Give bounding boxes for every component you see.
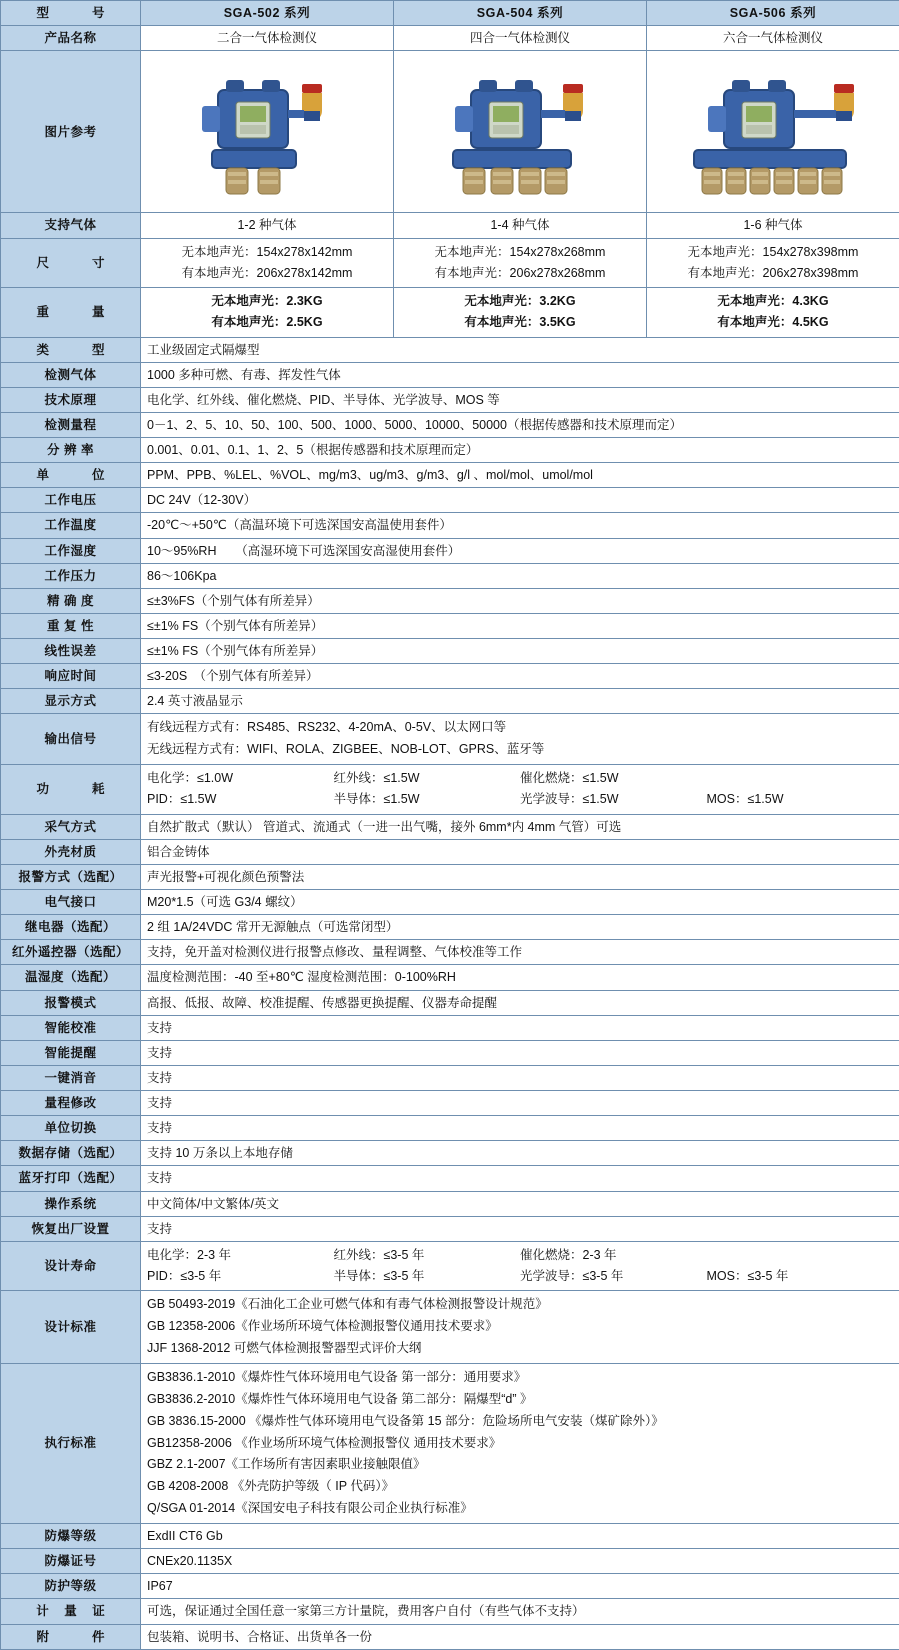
row-label-design-standard: 设计标准 xyxy=(1,1291,141,1364)
row-label-ex-cert: 防爆证号 xyxy=(1,1549,141,1574)
size-value-1 xyxy=(141,238,394,288)
table-row-os xyxy=(1,1191,899,1216)
row-value-data-storage: 支持 10 万条以上本地存储 xyxy=(141,1141,899,1166)
row-label-unit-switch: 单位切换 xyxy=(1,1116,141,1141)
row-value-relay: 2 组 1A/24VDC 常开无源触点（可选常闭型） xyxy=(141,915,899,940)
row-label-accessories: 附 件 xyxy=(1,1624,141,1649)
size-2-line1: 无本地声光：154x278x268mm xyxy=(400,242,640,263)
table-row-accuracy xyxy=(1,588,899,613)
row-value-smart-calibration: 支持 xyxy=(141,1015,899,1040)
power-catalytic: 催化燃烧：≤1.5W xyxy=(520,768,707,789)
row-label-tech-principle: 技术原理 xyxy=(1,387,141,412)
row-label-support-gas: 支持气体 xyxy=(1,213,141,238)
row-value-range: 0－1、2、5、10、50、100、500、1000、5000、10000、50000（根据传感器和技术原理而定） xyxy=(141,412,899,437)
table-row-shell-material xyxy=(1,839,899,864)
product-image-1 xyxy=(141,51,394,213)
life-infrared: 红外线：≤3-5 年 xyxy=(334,1245,521,1266)
row-label-unit: 单 位 xyxy=(1,463,141,488)
row-label-linear-error: 线性误差 xyxy=(1,639,141,664)
table-row-op-pressure xyxy=(1,563,899,588)
row-value-output-signal xyxy=(141,714,899,765)
weight-value-3 xyxy=(647,288,899,338)
row-value-sampling: 自然扩散式（默认） 管道式、流通式（一进一出气嘴，接外 6mm*内 4mm 气管）可选 xyxy=(141,814,899,839)
row-label-bluetooth-print: 蓝牙打印（选配） xyxy=(1,1166,141,1191)
row-label-alarm-modes: 报警模式 xyxy=(1,990,141,1015)
table-row-size xyxy=(1,238,899,288)
row-label-op-temp: 工作温度 xyxy=(1,513,141,538)
life-catalytic: 催化燃烧：2-3 年 xyxy=(520,1245,707,1266)
table-row-alarm-mode-option xyxy=(1,864,899,889)
row-label-data-storage: 数据存储（选配） xyxy=(1,1141,141,1166)
table-row-linear-error xyxy=(1,639,899,664)
exec-standard-line-5: GBZ 2.1-2007《工作场所有害因素职业接触限值》 xyxy=(147,1454,893,1476)
table-row-tech-principle xyxy=(1,387,899,412)
table-row-image xyxy=(1,51,899,213)
row-value-design-life xyxy=(141,1241,899,1291)
row-value-os: 中文简体/中文繁体/英文 xyxy=(141,1191,899,1216)
row-value-type: 工业级固定式隔爆型 xyxy=(141,337,899,362)
life-pid: PID：≤3-5 年 xyxy=(147,1266,334,1287)
row-label-op-humidity: 工作湿度 xyxy=(1,538,141,563)
table-row-detect-gas xyxy=(1,362,899,387)
model-value-1: SGA-502 系列 xyxy=(141,1,394,26)
exec-standard-line-4: GB12358-2006 《作业场所环境气体检测报警仪 通用技术要求》 xyxy=(147,1433,893,1455)
table-row-power xyxy=(1,765,899,815)
row-label-ex-level: 防爆等级 xyxy=(1,1524,141,1549)
row-label-relay: 继电器（选配） xyxy=(1,915,141,940)
table-row-ex-cert xyxy=(1,1549,899,1574)
table-row-accessories xyxy=(1,1624,899,1649)
row-value-op-pressure: 86～106Kpa xyxy=(141,563,899,588)
table-row-unit-switch xyxy=(1,1116,899,1141)
table-row-display xyxy=(1,689,899,714)
row-label-product-name: 产品名称 xyxy=(1,26,141,51)
power-optical: 光学波导：≤1.5W xyxy=(520,789,707,810)
row-label-metrology-cert: 计 量 证 xyxy=(1,1599,141,1624)
row-label-display: 显示方式 xyxy=(1,689,141,714)
table-row-repeatability xyxy=(1,613,899,638)
row-value-power xyxy=(141,765,899,815)
row-value-ir-remote: 支持，免开盖对检测仪进行报警点修改、量程调整、气体校准等工作 xyxy=(141,940,899,965)
table-row-design-life xyxy=(1,1241,899,1291)
row-label-image: 图片参考 xyxy=(1,51,141,213)
row-value-unit-switch: 支持 xyxy=(141,1116,899,1141)
table-row-response-time xyxy=(1,664,899,689)
table-row-support-gas xyxy=(1,213,899,238)
table-row-bluetooth-print xyxy=(1,1166,899,1191)
four-in-one-gas-detector-icon xyxy=(413,54,628,204)
model-value-3: SGA-506 系列 xyxy=(647,1,899,26)
power-mos: MOS：≤1.5W xyxy=(707,789,894,810)
table-row-model xyxy=(1,1,899,26)
support-gas-1: 1-2 种气体 xyxy=(141,213,394,238)
life-blank xyxy=(707,1245,894,1266)
size-value-3 xyxy=(647,238,899,288)
six-in-one-gas-detector-icon xyxy=(666,54,881,204)
row-label-detect-gas: 检测气体 xyxy=(1,362,141,387)
size-3-line2: 有本地声光：206x278x398mm xyxy=(653,263,893,284)
row-value-range-modify: 支持 xyxy=(141,1091,899,1116)
design-standard-line-3: JJF 1368-2012 可燃气体检测报警器型式评价大纲 xyxy=(147,1338,893,1360)
row-value-voltage: DC 24V（12-30V） xyxy=(141,488,899,513)
row-label-voltage: 工作电压 xyxy=(1,488,141,513)
size-3-line1: 无本地声光：154x278x398mm xyxy=(653,242,893,263)
row-value-resolution: 0.001、0.01、0.1、1、2、5（根据传感器和技术原理而定） xyxy=(141,438,899,463)
table-row-metrology-cert xyxy=(1,1599,899,1624)
table-row-voltage xyxy=(1,488,899,513)
table-row-unit xyxy=(1,463,899,488)
table-row-ex-level xyxy=(1,1524,899,1549)
row-label-repeatability: 重 复 性 xyxy=(1,613,141,638)
table-row-alarm-modes xyxy=(1,990,899,1015)
row-value-op-humidity: 10～95%RH （高湿环境下可选深国安高湿使用套件） xyxy=(141,538,899,563)
table-row-range-modify xyxy=(1,1091,899,1116)
row-label-sampling: 采气方式 xyxy=(1,814,141,839)
row-label-output-signal: 输出信号 xyxy=(1,714,141,765)
row-label-weight: 重 量 xyxy=(1,288,141,338)
weight-2-line1: 无本地声光：3.2KG xyxy=(400,291,640,312)
row-value-ex-cert: CNEx20.1135X xyxy=(141,1549,899,1574)
product-name-1: 二合一气体检测仪 xyxy=(141,26,394,51)
row-value-design-standard xyxy=(141,1291,899,1364)
row-value-linear-error: ≤±1% FS（个别气体有所差异） xyxy=(141,639,899,664)
table-row-range xyxy=(1,412,899,437)
row-value-tech-principle: 电化学、红外线、催化燃烧、PID、半导体、光学波导、MOS 等 xyxy=(141,387,899,412)
output-signal-line2: 无线远程方式有：WIFI、ROLA、ZIGBEE、NOB-LOT、GPRS、蓝牙等 xyxy=(147,739,893,761)
two-in-one-gas-detector-icon xyxy=(160,54,375,204)
row-label-ir-remote: 红外遥控器（选配） xyxy=(1,940,141,965)
table-row-electrical-interface xyxy=(1,890,899,915)
weight-1-line2: 有本地声光：2.5KG xyxy=(147,312,387,333)
table-row-design-standard xyxy=(1,1291,899,1364)
row-value-repeatability: ≤±1% FS（个别气体有所差异） xyxy=(141,613,899,638)
power-infrared: 红外线：≤1.5W xyxy=(334,768,521,789)
row-label-ip-level: 防护等级 xyxy=(1,1574,141,1599)
row-value-smart-reminder: 支持 xyxy=(141,1040,899,1065)
size-1-line2: 有本地声光：206x278x142mm xyxy=(147,263,387,284)
table-row-exec-standard xyxy=(1,1363,899,1523)
power-row-1 xyxy=(147,768,893,789)
row-label-design-life: 设计寿命 xyxy=(1,1241,141,1291)
row-value-alarm-modes: 高报、低报、故障、校准提醒、传感器更换提醒、仪器寿命提醒 xyxy=(141,990,899,1015)
row-label-op-pressure: 工作压力 xyxy=(1,563,141,588)
row-value-display: 2.4 英寸液晶显示 xyxy=(141,689,899,714)
table-row-one-key-mute xyxy=(1,1065,899,1090)
table-row-resolution xyxy=(1,438,899,463)
row-label-range: 检测量程 xyxy=(1,412,141,437)
table-row-relay xyxy=(1,915,899,940)
table-row-data-storage xyxy=(1,1141,899,1166)
exec-standard-line-1: GB3836.1-2010《爆炸性气体环境用电气设备 第一部分：通用要求》 xyxy=(147,1367,893,1389)
row-label-alarm-mode-option: 报警方式（选配） xyxy=(1,864,141,889)
row-value-detect-gas: 1000 多种可燃、有毒、挥发性气体 xyxy=(141,362,899,387)
row-label-exec-standard: 执行标准 xyxy=(1,1363,141,1523)
row-label-smart-reminder: 智能提醒 xyxy=(1,1040,141,1065)
row-label-type: 类 型 xyxy=(1,337,141,362)
row-label-range-modify: 量程修改 xyxy=(1,1091,141,1116)
support-gas-2: 1-4 种气体 xyxy=(394,213,647,238)
design-standard-line-1: GB 50493-2019《石油化工企业可燃气体和有毒气体检测报警设计规范》 xyxy=(147,1294,893,1316)
table-row-smart-reminder xyxy=(1,1040,899,1065)
row-value-electrical-interface: M20*1.5（可选 G3/4 螺纹） xyxy=(141,890,899,915)
row-label-os: 操作系统 xyxy=(1,1191,141,1216)
power-electrochemical: 电化学：≤1.0W xyxy=(147,768,334,789)
life-optical: 光学波导：≤3-5 年 xyxy=(520,1266,707,1287)
exec-standard-line-2: GB3836.2-2010《爆炸性气体环境用电气设备 第二部分：隔爆型“d” 》 xyxy=(147,1389,893,1411)
row-label-smart-calibration: 智能校准 xyxy=(1,1015,141,1040)
row-value-op-temp: -20℃～+50℃（高温环境下可选深国安高温使用套件） xyxy=(141,513,899,538)
weight-3-line1: 无本地声光：4.3KG xyxy=(653,291,893,312)
exec-standard-line-7: Q/SGA 01-2014《深国安电子科技有限公司企业执行标准》 xyxy=(147,1498,893,1520)
table-row-type xyxy=(1,337,899,362)
exec-standard-line-6: GB 4208-2008 《外壳防护等级（ IP 代码）》 xyxy=(147,1476,893,1498)
row-label-shell-material: 外壳材质 xyxy=(1,839,141,864)
row-label-temp-humidity: 温湿度（选配） xyxy=(1,965,141,990)
weight-3-line2: 有本地声光：4.5KG xyxy=(653,312,893,333)
size-1-line1: 无本地声光：154x278x142mm xyxy=(147,242,387,263)
row-label-one-key-mute: 一键消音 xyxy=(1,1065,141,1090)
table-row-factory-reset xyxy=(1,1216,899,1241)
table-row-op-humidity xyxy=(1,538,899,563)
product-name-2: 四合一气体检测仪 xyxy=(394,26,647,51)
life-semiconductor: 半导体：≤3-5 年 xyxy=(334,1266,521,1287)
row-value-accessories: 包装箱、说明书、合格证、出货单各一份 xyxy=(141,1624,899,1649)
weight-1-line1: 无本地声光：2.3KG xyxy=(147,291,387,312)
table-row-weight xyxy=(1,288,899,338)
row-label-resolution: 分 辨 率 xyxy=(1,438,141,463)
row-value-alarm-mode-option: 声光报警+可视化颜色预警法 xyxy=(141,864,899,889)
row-label-accuracy: 精 确 度 xyxy=(1,588,141,613)
row-value-accuracy: ≤±3%FS（个别气体有所差异） xyxy=(141,588,899,613)
row-label-size: 尺 寸 xyxy=(1,238,141,288)
row-value-unit: PPM、PPB、%LEL、%VOL、mg/m3、ug/m3、g/m3、g/l 、mol/mol、umol/mol xyxy=(141,463,899,488)
row-value-bluetooth-print: 支持 xyxy=(141,1166,899,1191)
size-value-2 xyxy=(394,238,647,288)
weight-2-line2: 有本地声光：3.5KG xyxy=(400,312,640,333)
table-row-op-temp xyxy=(1,513,899,538)
weight-value-1 xyxy=(141,288,394,338)
table-row-smart-calibration xyxy=(1,1015,899,1040)
row-value-factory-reset: 支持 xyxy=(141,1216,899,1241)
row-label-electrical-interface: 电气接口 xyxy=(1,890,141,915)
row-label-model: 型 号 xyxy=(1,1,141,26)
life-mos: MOS：≤3-5 年 xyxy=(707,1266,894,1287)
row-value-metrology-cert: 可选，保证通过全国任意一家第三方计量院，费用客户自付（有些气体不支持） xyxy=(141,1599,899,1624)
row-value-exec-standard xyxy=(141,1363,899,1523)
power-semiconductor: 半导体：≤1.5W xyxy=(334,789,521,810)
row-value-one-key-mute: 支持 xyxy=(141,1065,899,1090)
support-gas-3: 1-6 种气体 xyxy=(647,213,899,238)
exec-standard-line-3: GB 3836.15-2000 《爆炸性气体环境用电气设备第 15 部分：危险场所电气安装（煤矿除外）》 xyxy=(147,1411,893,1433)
weight-value-2 xyxy=(394,288,647,338)
design-life-row-1 xyxy=(147,1245,893,1266)
output-signal-line1: 有线远程方式有：RS485、RS232、4-20mA、0-5V、以太网口等 xyxy=(147,717,893,739)
row-label-factory-reset: 恢复出厂设置 xyxy=(1,1216,141,1241)
size-2-line2: 有本地声光：206x278x268mm xyxy=(400,263,640,284)
design-life-row-2 xyxy=(147,1266,893,1287)
product-name-3: 六合一气体检测仪 xyxy=(647,26,899,51)
life-electrochemical: 电化学：2-3 年 xyxy=(147,1245,334,1266)
power-pid: PID：≤1.5W xyxy=(147,789,334,810)
table-row-ip-level xyxy=(1,1574,899,1599)
model-value-2: SGA-504 系列 xyxy=(394,1,647,26)
row-value-response-time: ≤3-20S （个别气体有所差异） xyxy=(141,664,899,689)
product-image-3 xyxy=(647,51,899,213)
design-standard-line-2: GB 12358-2006《作业场所环境气体检测报警仪通用技术要求》 xyxy=(147,1316,893,1338)
power-row-2 xyxy=(147,789,893,810)
row-value-shell-material: 铝合金铸体 xyxy=(141,839,899,864)
row-value-ex-level: ExdII CT6 Gb xyxy=(141,1524,899,1549)
row-label-response-time: 响应时间 xyxy=(1,664,141,689)
table-row-temp-humidity xyxy=(1,965,899,990)
table-row-ir-remote xyxy=(1,940,899,965)
table-row-output-signal xyxy=(1,714,899,765)
product-image-2 xyxy=(394,51,647,213)
row-value-temp-humidity: 温度检测范围：-40 至+80℃ 湿度检测范围：0-100%RH xyxy=(141,965,899,990)
table-row-product-name xyxy=(1,26,899,51)
row-label-power: 功 耗 xyxy=(1,765,141,815)
row-value-ip-level: IP67 xyxy=(141,1574,899,1599)
table-row-sampling xyxy=(1,814,899,839)
power-blank xyxy=(707,768,894,789)
